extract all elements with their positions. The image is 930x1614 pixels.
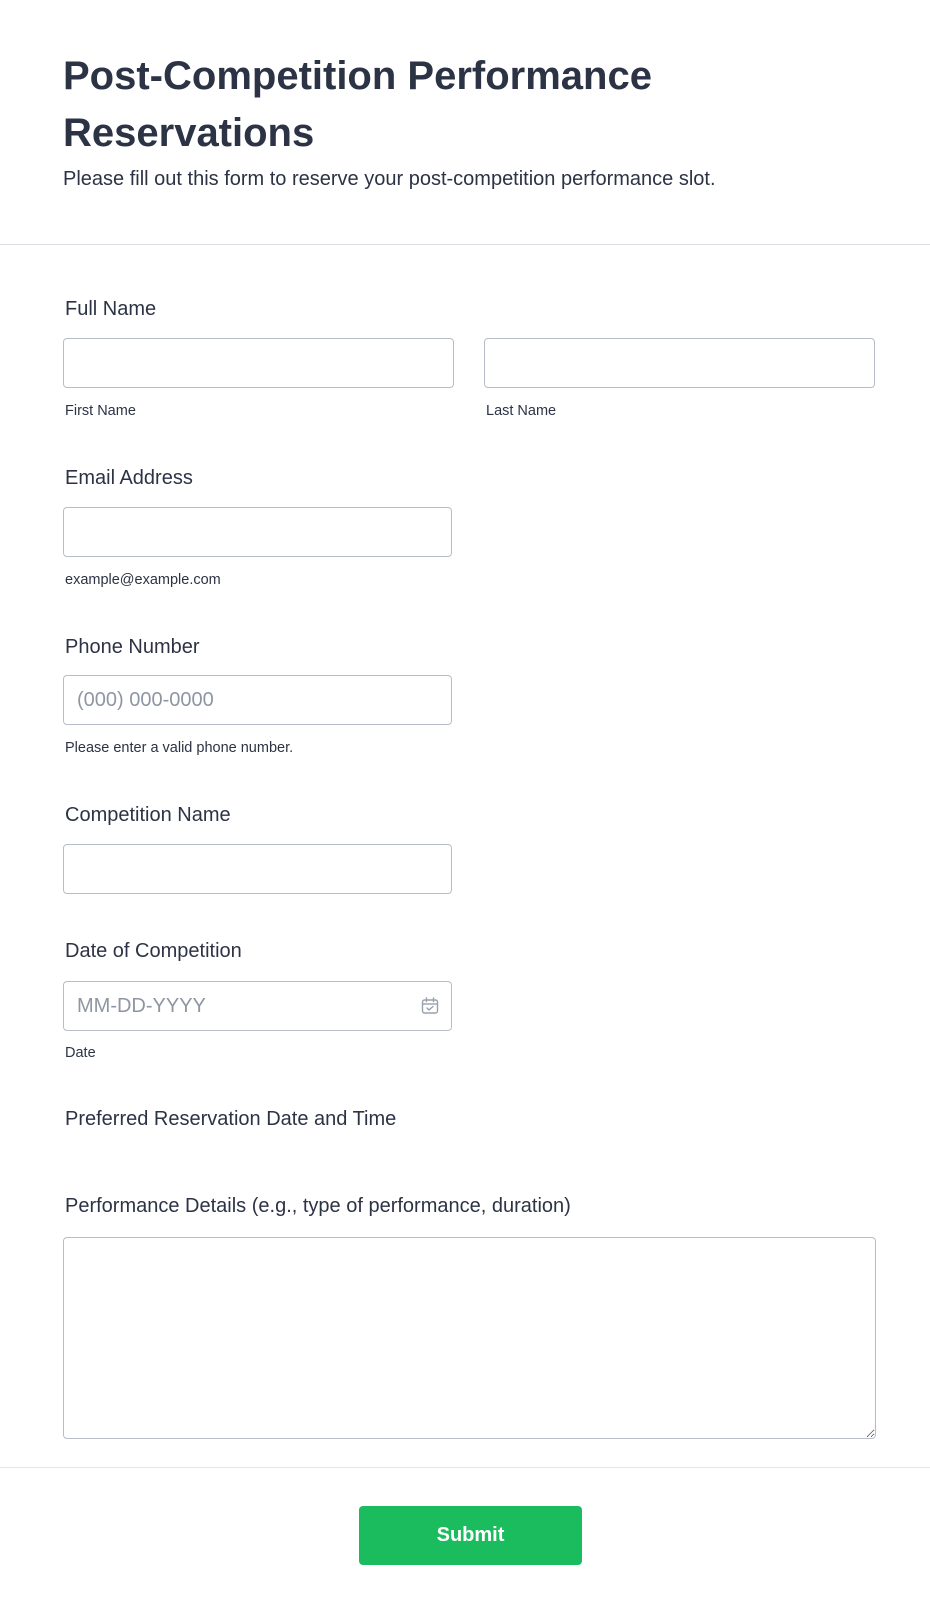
phone-label: Phone Number [65,636,200,658]
competition-date-label: Date of Competition [65,940,242,962]
full-name-label: Full Name [65,298,157,320]
last-name-sublabel: Last Name [486,403,557,419]
form-subtitle: Please fill out this form to reserve your post-competition performance slot. [63,168,716,190]
calendar-icon[interactable] [420,996,440,1016]
form-title: Post-Competition Performance Reservations [63,54,652,155]
competition-name-input[interactable] [63,844,452,894]
competition-name-label: Competition Name [65,804,231,826]
footer-divider [0,1467,930,1468]
email-label: Email Address [65,467,193,489]
performance-details-label: Performance Details (e.g., type of performance, duration) [65,1195,571,1217]
form-header [0,0,930,245]
reservation-datetime-label: Preferred Reservation Date and Time [65,1108,397,1130]
competition-date-input[interactable] [63,981,452,1031]
first-name-input[interactable] [63,338,454,388]
submit-button[interactable]: Submit [359,1506,582,1565]
email-input[interactable] [63,507,452,557]
first-name-sublabel: First Name [65,403,136,419]
competition-date-sublabel: Date [65,1045,96,1061]
phone-sublabel: Please enter a valid phone number. [65,740,294,756]
email-sublabel: example@example.com [65,572,221,588]
performance-details-textarea[interactable] [63,1237,876,1439]
phone-input[interactable] [63,675,452,725]
last-name-input[interactable] [484,338,875,388]
date-picker [63,981,452,1031]
